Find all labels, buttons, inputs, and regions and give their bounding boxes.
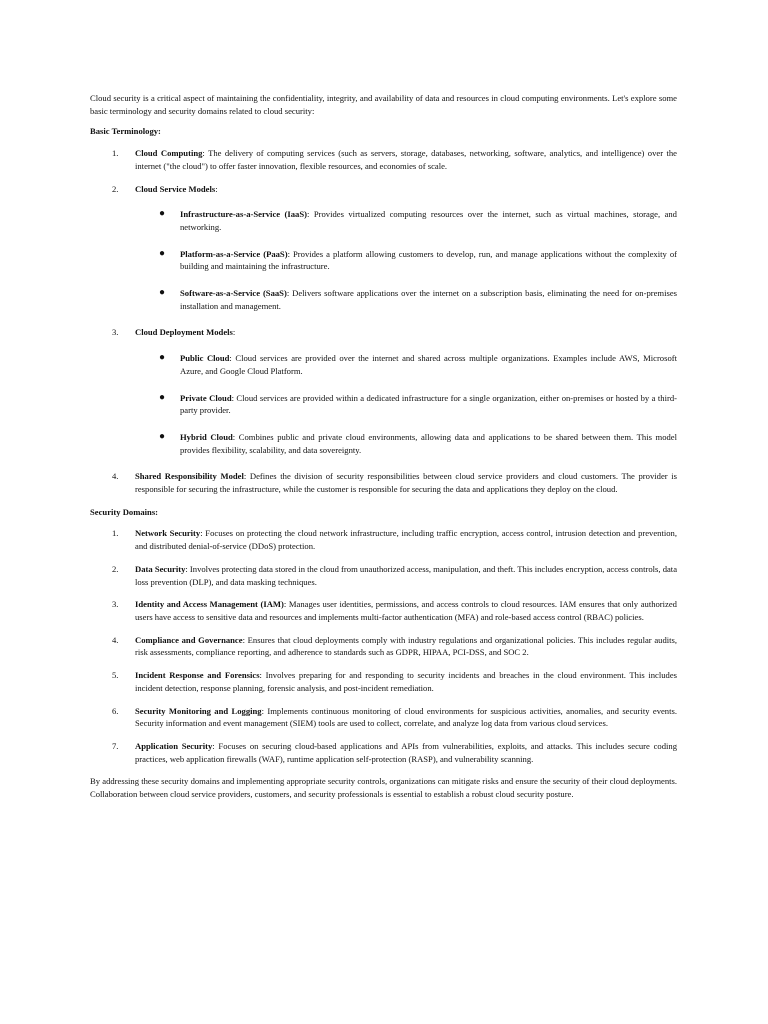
item-number: 7. [112,740,119,751]
item-number: 4. [112,471,119,482]
intro-paragraph: Cloud security is a critical aspect of maintaining the confidentiality, integrity, and availability of data and resources in cloud computing environments. Let's explore some basic terminology and security domains related to cloud security: [90,93,677,116]
list-item [90,527,677,552]
item-text: : [215,183,218,194]
item-text: : Provides virtualized computing resources over the internet, such as virtual machines, storage, and networking. [180,209,677,232]
item-text: : [232,327,236,338]
item-text: : Ensures that cloud deployments comply with industry regulations and organizational policies. This includes regular audits, risk assessments, compliance reporting, and adherence to standards such as GDPR, HIPAA, PCI-DSS, and SOC 2. [135,634,678,658]
item-text: : Cloud services are provided over the internet and shared across multiple organizations. Examples include AWS, Microsoft Azure, and Google Cloud Platform. [180,353,677,376]
item-text: : The delivery of computing services (such as servers, storage, databases, networking, software, analytics, and intelligence) over the internet ("the cloud") to offer faster innovation, flexible resources, and economies of scale. [135,148,677,171]
item-text: : Involves preparing for and responding to security incidents and breaches in the cloud environment. This includes incident detection, response planning, forensic analysis, and post-incident remediation. [135,670,678,693]
item-text: : Provides a platform allowing customers to develop, run, and manage applications without the complexity of building and maintaining the infrastructure. [180,248,677,272]
list-item [90,705,677,730]
item-number: 3. [112,327,119,338]
item-term: Network Security [135,528,201,539]
terminology-heading: Basic Terminology: [90,126,161,137]
item-number: 1. [112,148,119,159]
item-term: Cloud Service Models [135,183,216,194]
service-models-list [135,208,677,312]
item-text: : Manages user identities, permissions, and access controls to cloud resources. IAM ensures that only authorized users have access to sensitive data and resources and implements multi-factor authentication (MFA) and role-based access control (RBAC) policies. [135,599,677,622]
item-term: Cloud Deployment Models [135,327,233,338]
item-text: : Delivers software applications over the internet on a subscription basis, eliminating the need for on-premises installation and management. [180,288,678,311]
list-item [90,740,677,765]
item-number: 4. [112,634,119,645]
item-term: Incident Response and Forensics [135,670,260,681]
item-text: : Cloud services are provided within a dedicated infrastructure for a single organization, either on-premises or hosted by a third-party provider. [180,392,677,416]
bullet-icon: ● [159,208,166,220]
item-term: Application Security [135,740,213,751]
item-number: 2. [112,183,119,194]
item-number: 2. [112,563,119,574]
item-number: 5. [112,670,119,681]
list-item [135,392,677,417]
item-text: : Focuses on securing cloud-based applications and APIs from vulnerabilities, exploits, and attacks. This includes secure coding practices, web application firewalls (WAF), runtime application self-protection (RASP), and vulnerability scanning. [135,740,677,764]
item-text: : Implements continuous monitoring of cloud environments for suspicious activities, anomalies, and security events. Security information and event management (SIEM) tools are used to collect, correlate, and analyze log data from various cloud services. [135,705,677,729]
item-text: : Defines the division of security responsibilities between cloud service providers and cloud customers. The provider is responsible for securing the infrastructure, while the customer is responsible for securing the data and applications they deploy on the cloud. [135,471,677,495]
list-item [90,563,677,588]
list-item [90,470,677,495]
bullet-icon: ● [159,352,166,364]
item-text: : Focuses on protecting the cloud network infrastructure, including traffic encryption, access control, intrusion detection and prevention, and distributed denial-of-service (DDoS) protection. [135,528,677,552]
item-term: Private Cloud [180,392,232,403]
item-term: Shared Responsibility Model [135,471,244,482]
bullet-icon: ● [159,247,166,259]
list-item [135,208,677,233]
security-domains-heading: Security Domains: [90,506,159,517]
conclusion-paragraph: By addressing these security domains and implementing appropriate security controls, organizations can mitigate risks and ensure the security of their cloud deployments. Collaboration between cloud service providers, customers, and security professionals is essential to establish a robust cloud security posture. [90,776,677,800]
list-item [135,352,677,377]
terminology-list [90,147,677,496]
list-item [90,669,677,694]
list-item [90,147,677,172]
item-text: : Involves protecting data stored in the cloud from unauthorized access, manipulation, and theft. This includes encryption, access controls, data loss prevention (DLP), and data masking techniques. [135,563,678,587]
item-term: Infrastructure-as-a-Service (IaaS) [180,209,307,220]
item-term: Compliance and Governance [135,634,243,645]
item-number: 3. [112,599,119,610]
bullet-icon: ● [159,287,166,299]
deployment-models-list [135,352,677,456]
item-text: : Combines public and private cloud environments, allowing data and applications to be shared between them. This model provides flexibility, scalability, and data sovereignty. [180,431,677,455]
item-term: Hybrid Cloud [180,431,233,442]
item-term: Platform-as-a-Service (PaaS) [180,248,288,259]
list-item [90,326,677,456]
security-domains-list [90,527,677,765]
item-number: 1. [112,528,119,539]
list-item [135,287,677,312]
item-term: Security Monitoring and Logging [135,705,262,716]
item-term: Software-as-a-Service (SaaS) [180,288,287,299]
bullet-icon: ● [159,391,166,403]
item-term: Data Security [135,563,186,574]
item-term: Cloud Computing [135,148,203,159]
bullet-icon: ● [159,430,166,442]
item-number: 6. [112,705,119,716]
list-item [90,598,677,623]
document-page [90,92,677,801]
list-item [135,248,677,273]
list-item [90,183,677,313]
list-item [135,431,677,456]
list-item [90,634,677,659]
item-term: Identity and Access Management (IAM) [135,599,284,610]
item-term: Public Cloud [180,353,230,364]
